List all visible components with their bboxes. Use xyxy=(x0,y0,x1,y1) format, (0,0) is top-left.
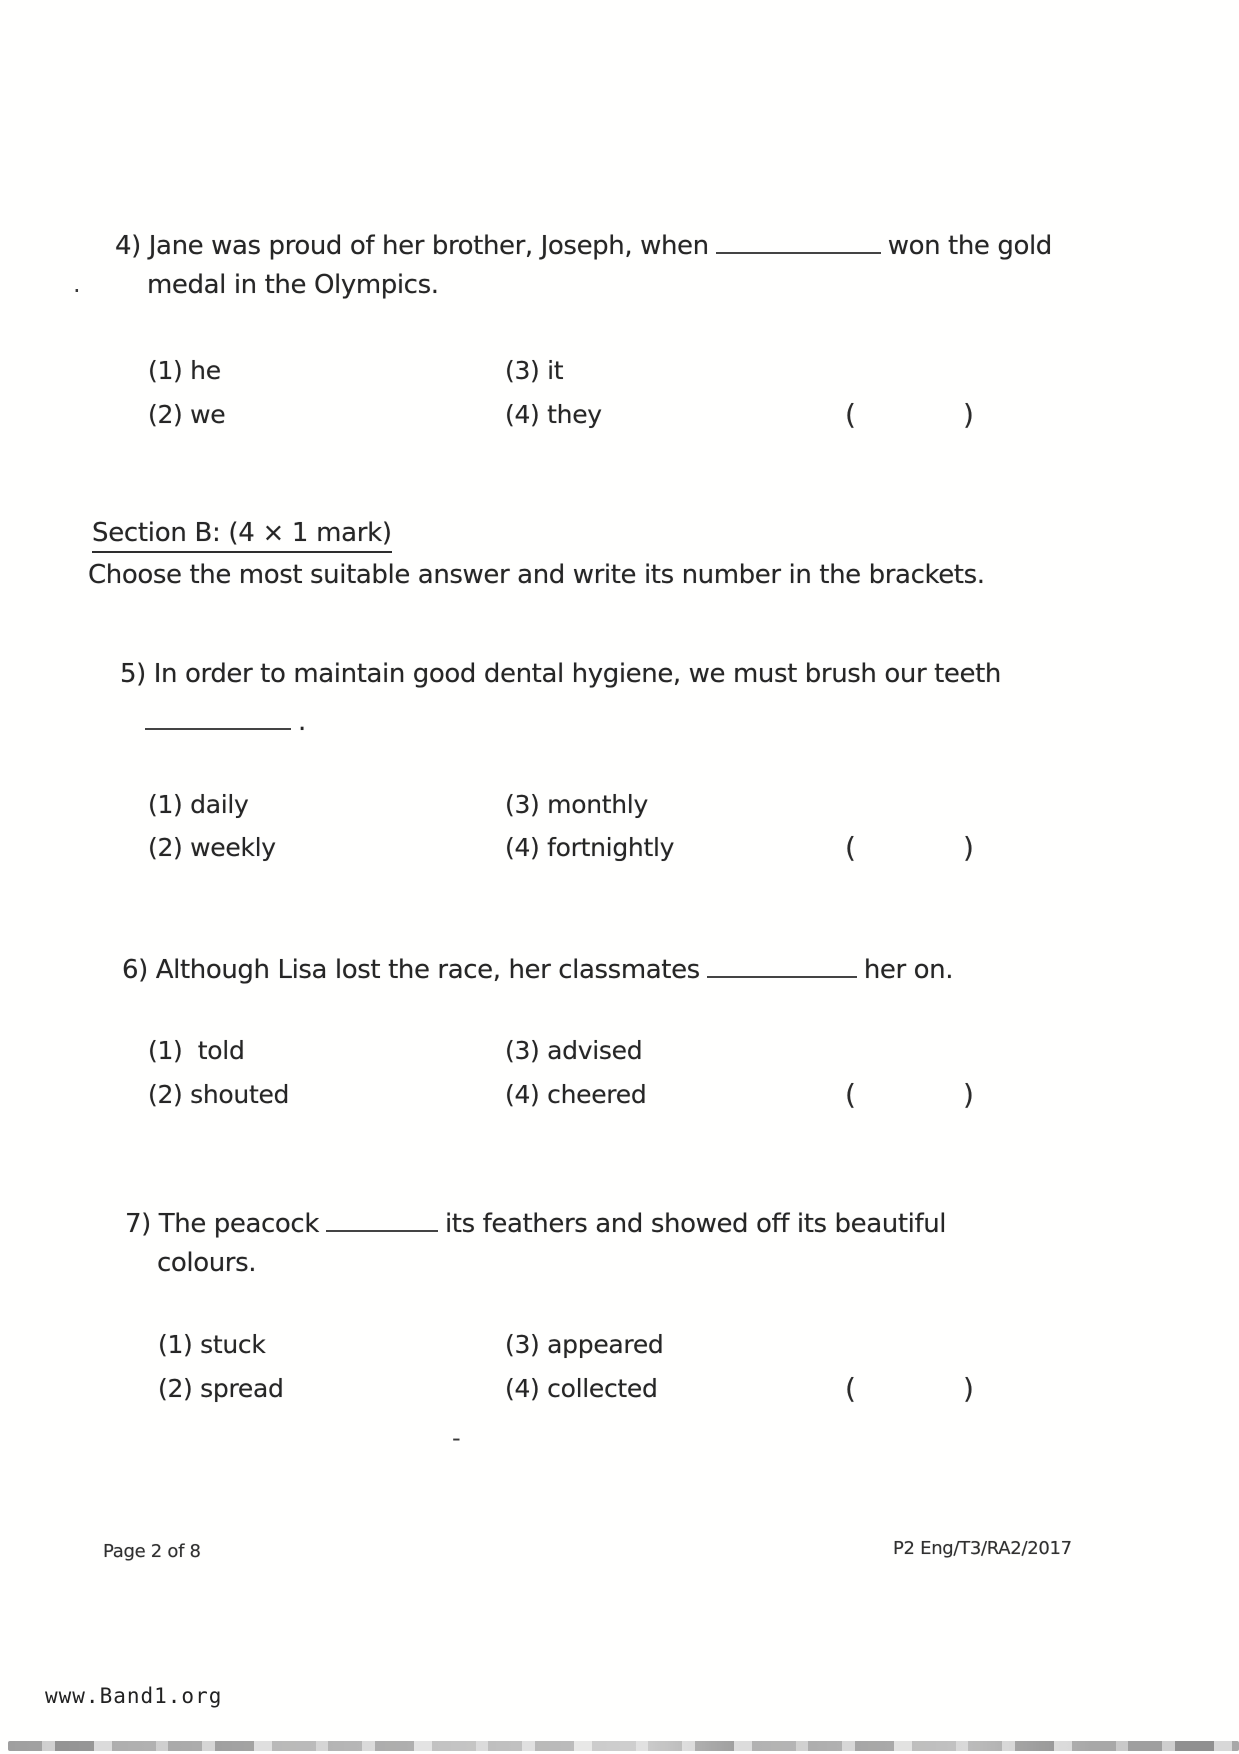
question-7-stem-line2: colours. xyxy=(157,1248,257,1278)
question-5-stem-line1 xyxy=(120,659,1001,689)
scan-speck-dot: . xyxy=(73,270,81,298)
scan-speck-dash: - xyxy=(452,1424,461,1452)
watermark-url: www.Band1.org xyxy=(45,1684,223,1708)
question-7-option-3: (3) appeared xyxy=(505,1330,664,1359)
question-7-text-before-blank: The peacock xyxy=(158,1209,319,1239)
question-7-options-row-1 xyxy=(0,1330,1239,1364)
question-4-option-2: (2) we xyxy=(148,400,226,429)
question-7-number: 7) xyxy=(125,1209,151,1239)
question-7-answer-bracket-close: ) xyxy=(963,1372,974,1405)
question-7-text-after-blank: its feathers and showed off its beautiful xyxy=(444,1209,947,1239)
question-6-text-before-blank: Although Lisa lost the race, her classmates xyxy=(155,955,700,985)
question-4-option-1: (1) he xyxy=(148,356,221,385)
scan-edge-bar xyxy=(8,1741,1239,1751)
question-7-answer-bracket-open: ( xyxy=(845,1372,856,1405)
question-5-text-after-blank: . xyxy=(298,707,306,737)
footer-paper-code: P2 Eng/T3/RA2/2017 xyxy=(893,1538,1072,1559)
question-4-text-before-blank: Jane was proud of her brother, Joseph, when xyxy=(148,231,709,261)
question-7-option-2: (2) spread xyxy=(158,1374,284,1403)
question-5-options-row-2 xyxy=(0,833,1239,867)
question-4-number: 4) xyxy=(115,231,141,261)
question-5-number: 5) xyxy=(120,659,146,689)
question-4-answer-bracket-open: ( xyxy=(845,398,856,431)
question-6-option-2: (2) shouted xyxy=(148,1080,290,1109)
question-7-option-1: (1) stuck xyxy=(158,1330,266,1359)
section-b-instruction: Choose the most suitable answer and write its number in the brackets. xyxy=(88,560,985,590)
question-6-number: 6) xyxy=(122,955,148,985)
question-6-answer-bracket-open: ( xyxy=(845,1078,856,1111)
question-4-stem-line1 xyxy=(115,226,1052,261)
question-4-answer-bracket-close: ) xyxy=(963,398,974,431)
question-5-options-row-1 xyxy=(0,790,1239,824)
question-6-option-4: (4) cheered xyxy=(505,1080,647,1109)
question-6-text-after-blank: her on. xyxy=(863,955,954,985)
question-5-option-2: (2) weekly xyxy=(148,833,276,862)
question-5-answer-bracket-open: ( xyxy=(845,831,856,864)
question-4-options-row-2 xyxy=(0,400,1239,434)
question-7-answer-blank xyxy=(326,1204,438,1232)
question-7-options-row-2 xyxy=(0,1374,1239,1408)
footer-page-number: Page 2 of 8 xyxy=(103,1541,201,1562)
question-5-text: In order to maintain good dental hygiene, we must brush our teeth xyxy=(153,659,1001,689)
question-7-option-4: (4) collected xyxy=(505,1374,658,1403)
question-6-stem-line1 xyxy=(122,950,953,985)
question-5-answer-bracket-close: ) xyxy=(963,831,974,864)
question-4-option-4: (4) they xyxy=(505,400,602,429)
question-4-option-3: (3) it xyxy=(505,356,564,385)
question-7-stem-line1 xyxy=(125,1204,946,1239)
question-4-options-row-1 xyxy=(0,356,1239,390)
question-5-option-3: (3) monthly xyxy=(505,790,648,819)
question-5-stem-line2 xyxy=(145,702,306,737)
question-6-options-row-2 xyxy=(0,1080,1239,1114)
question-6-option-3: (3) advised xyxy=(505,1036,643,1065)
question-5-option-1: (1) daily xyxy=(148,790,249,819)
section-b-heading: Section B: (4 × 1 mark) xyxy=(92,518,392,553)
question-4-answer-blank xyxy=(716,226,881,254)
question-5-answer-blank xyxy=(145,702,291,730)
question-4-text-after-blank: won the gold xyxy=(887,231,1052,261)
section-b-heading-wrap xyxy=(92,518,392,548)
question-6-answer-blank xyxy=(707,950,857,978)
question-5-option-4: (4) fortnightly xyxy=(505,833,675,862)
question-6-option-1: (1) told xyxy=(148,1036,245,1065)
question-6-answer-bracket-close: ) xyxy=(963,1078,974,1111)
question-4-stem-line2: medal in the Olympics. xyxy=(147,270,439,300)
question-6-options-row-1 xyxy=(0,1036,1239,1070)
